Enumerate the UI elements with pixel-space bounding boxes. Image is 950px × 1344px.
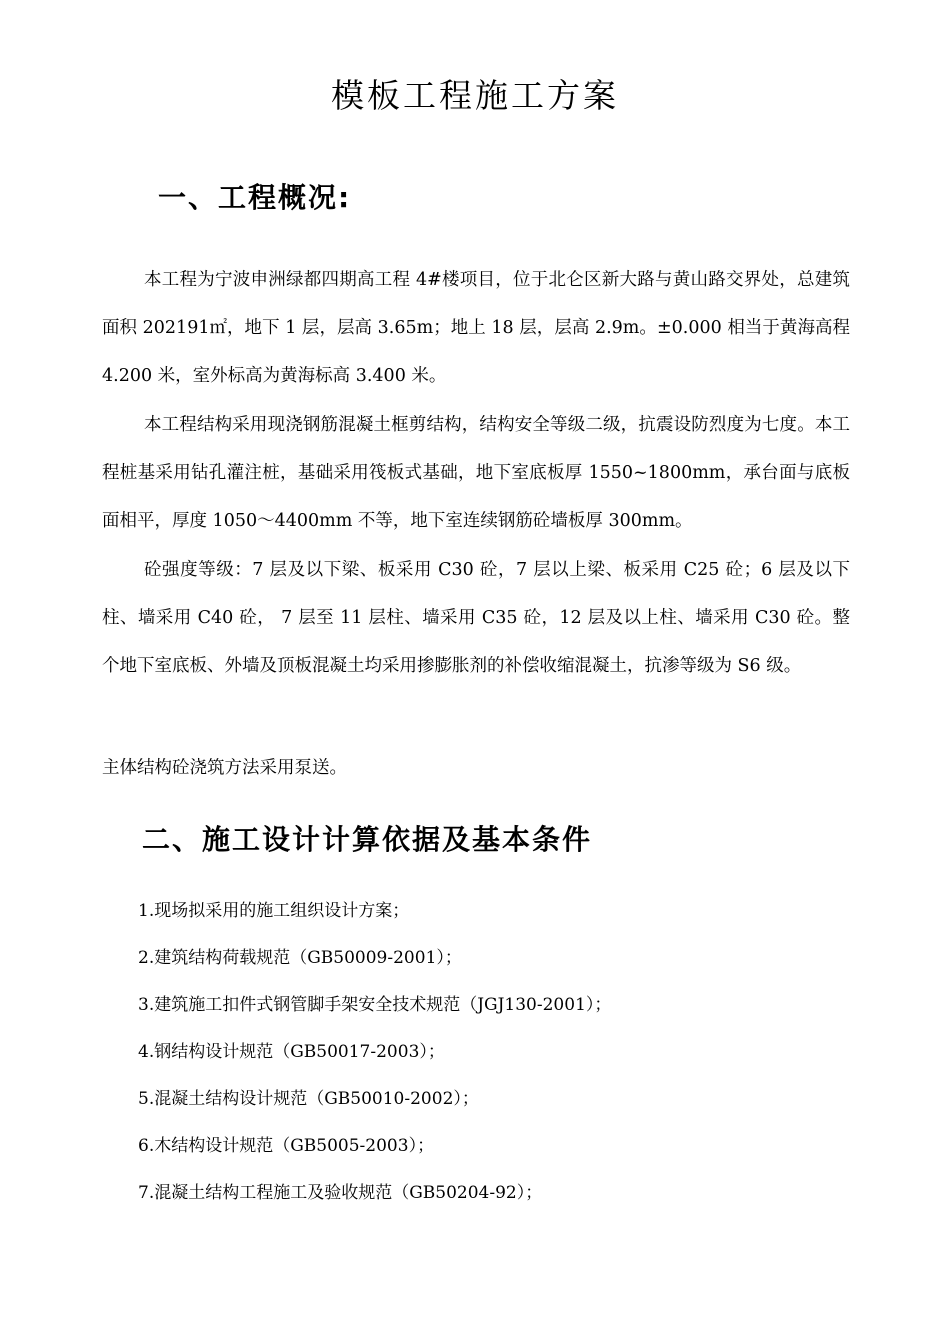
overview-paragraph: 本工程结构采用现浇钢筋混凝土框剪结构，结构安全等级二级，抗震设防烈度为七度。本工程桩基采用钻孔灌注桩，基础采用筏板式基础，地下室底板厚 1550~1800mm，承台面与底板面相平，厚度 1050～4400mm 不等，地下室连续钢筋砼墙板厚 300mm。 [102, 415, 850, 531]
list-item: 7.混凝土结构工程施工及验收规范（GB50204-92）； [138, 1183, 543, 1203]
overview-paragraph: 本工程为宁波申洲绿都四期高工程 4#楼项目，位于北仑区新大路与黄山路交界处，总建筑面积 202191㎡，地下 1 层，层高 3.65m；地上 18 层，层高 2.9m。±0.000 相当于黄海高程 4.200 米，室外标高为黄海标高 3.400 米。 [102, 270, 850, 386]
reference-list [138, 888, 611, 1217]
section-heading-basis: 二、施工设计计算依据及基本条件 [142, 823, 593, 856]
list-item: 1.现场拟采用的施工组织设计方案； [138, 901, 410, 921]
section-heading-overview: 一、工程概况: [158, 181, 352, 214]
list-item: 3.建筑施工扣件式钢管脚手架安全技术规范（JGJ130-2001）； [138, 995, 612, 1015]
document-title: 模板工程施工方案 [331, 76, 619, 115]
list-item: 5.混凝土结构设计规范（GB50010-2002）； [138, 1089, 479, 1109]
list-item: 4.钢结构设计规范（GB50017-2003）； [138, 1042, 445, 1062]
overview-paragraph: 砼强度等级：7 层及以下梁、板采用 C30 砼，7 层以上梁、板采用 C25 砼；6 层及以下柱、墙采用 C40 砼， 7 层至 11 层柱、墙采用 C35 砼，12 层及以上柱、墙采用 C30 砼。整个地下室底板、外墙及顶板混凝土均采用掺膨胀剂的补偿收缩混凝土，抗渗等级为 S6 级。 [102, 560, 850, 676]
list-item: 6.木结构设计规范（GB5005-2003）； [138, 1136, 435, 1156]
list-item: 2.建筑结构荷载规范（GB50009-2001）； [138, 948, 462, 968]
overview-paragraph: 主体结构砼浇筑方法采用泵送。 [102, 758, 347, 778]
